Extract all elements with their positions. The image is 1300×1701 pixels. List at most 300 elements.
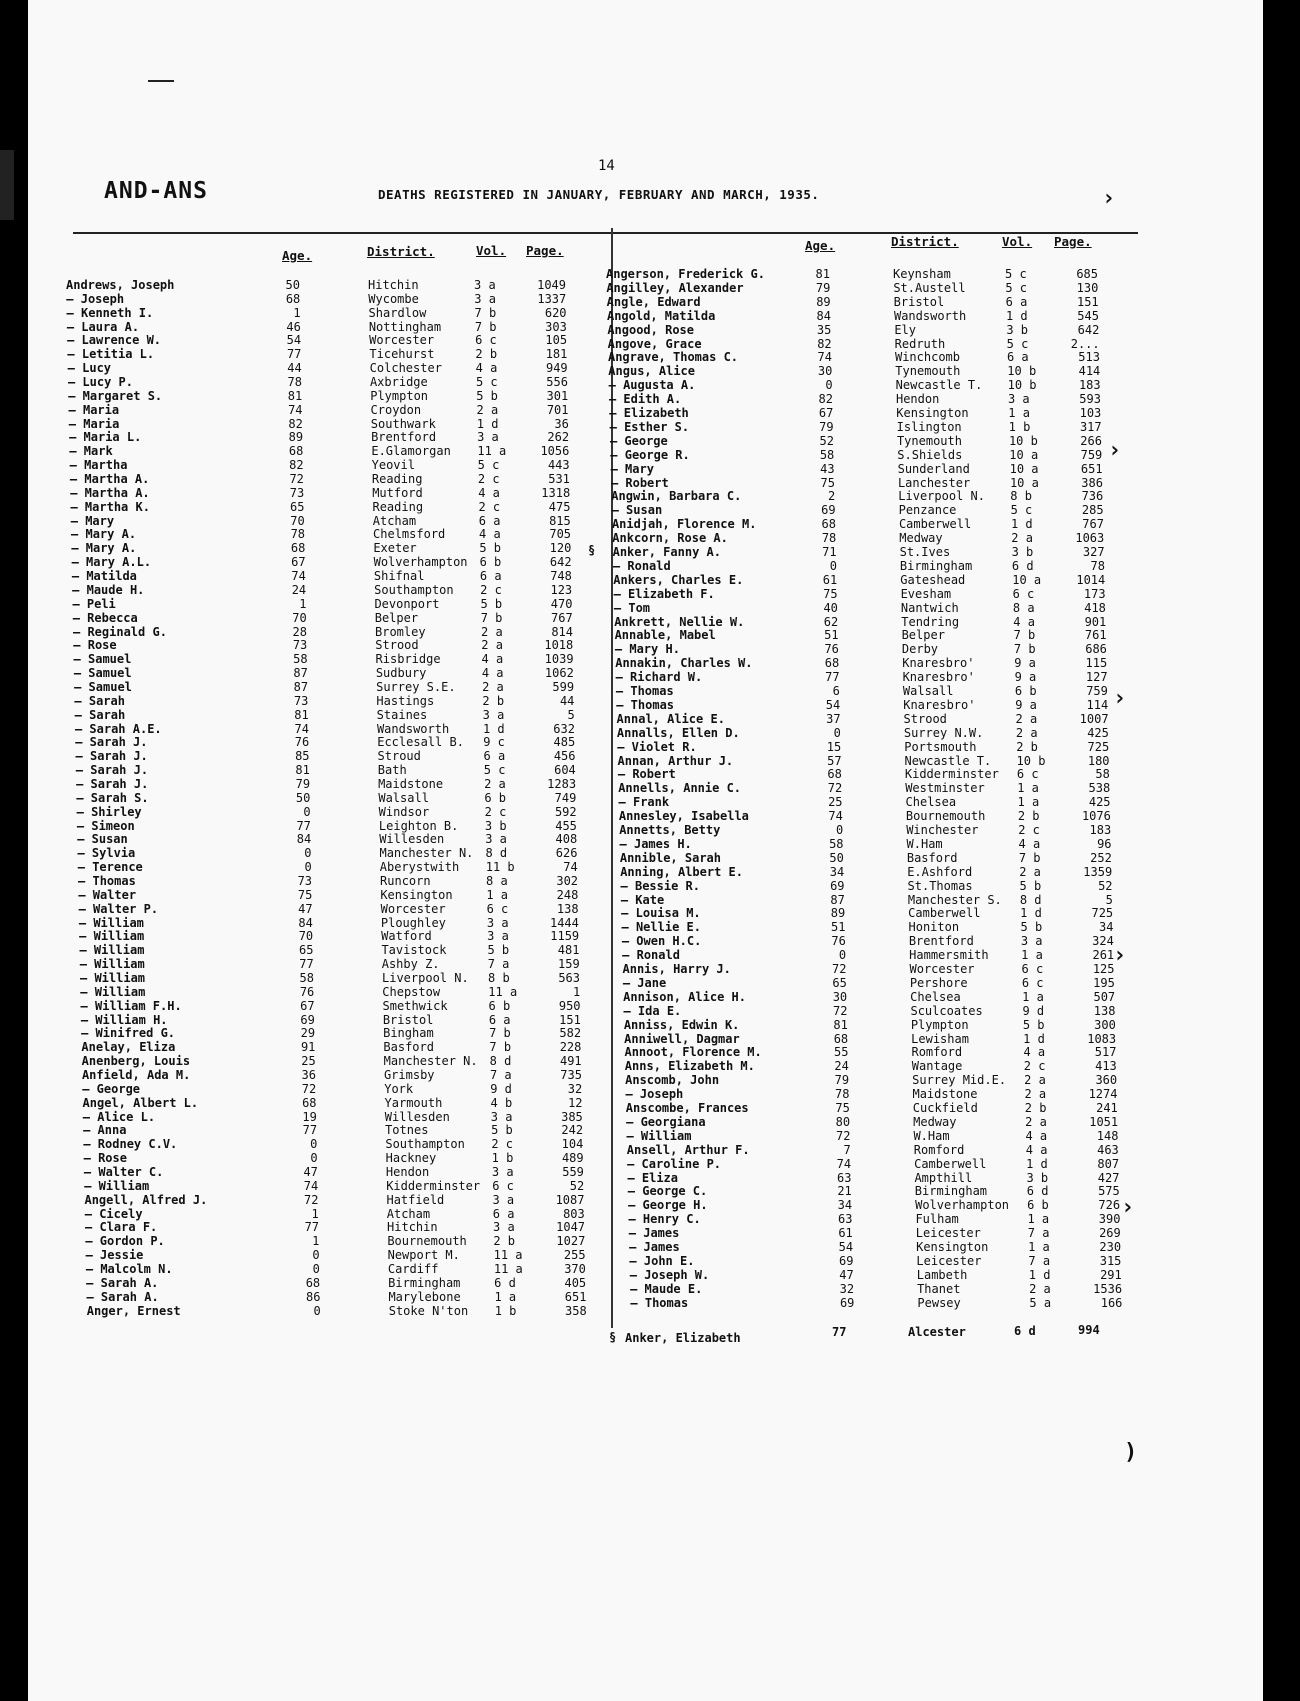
entry-page: 455: [555, 818, 577, 833]
entry-district: Reading: [372, 499, 424, 514]
entry-page: 262: [547, 430, 570, 445]
entry-name: — Lucy: [67, 361, 112, 376]
entry-name: — Mary A.: [71, 527, 137, 542]
entry-age: 71: [822, 545, 837, 559]
entry-page: 74: [563, 860, 578, 875]
entry-vol: 3 a: [482, 707, 505, 722]
entry-vol: 1 a: [1017, 781, 1039, 796]
entry-vol: 6 c: [486, 901, 509, 916]
entry-page: 5: [1105, 892, 1113, 907]
entry-vol: 5 b: [1022, 1017, 1045, 1032]
entry-page: 2...: [1070, 336, 1100, 351]
entry-vol: 7 a: [1028, 1253, 1051, 1268]
entry-page: 425: [1087, 725, 1109, 740]
entry-age: 0: [829, 558, 837, 573]
entry-vol: 11 a: [493, 1248, 523, 1263]
entry-name: — Cicely: [84, 1206, 143, 1221]
entry-name: Ankers, Charles E.: [613, 572, 744, 587]
entry-page: 1047: [556, 1220, 586, 1235]
entry-page: 749: [554, 790, 577, 805]
entry-district: Kensington: [896, 406, 969, 420]
entry-name: Anns, Elizabeth M.: [624, 1059, 755, 1074]
entry-district: Camberwell: [898, 517, 972, 532]
entry-vol: 2 c: [478, 499, 501, 514]
entry-name: Annable, Mabel: [614, 628, 716, 643]
entry-page: 736: [1081, 489, 1104, 504]
entry-name: Anelay, Eliza: [81, 1040, 176, 1055]
entry-vol: 1 a: [1027, 1212, 1050, 1227]
entry-name: — Jane: [622, 975, 667, 990]
entry-district: Cardiff: [387, 1262, 439, 1277]
entry-district: Hitchin: [387, 1220, 438, 1235]
entry-vol: 4 a: [1013, 614, 1035, 629]
entry-age: 25: [301, 1054, 316, 1069]
entry-vol: 2 a: [1015, 711, 1038, 726]
entry-vol: 1 d: [1020, 906, 1042, 921]
entry-page: 166: [1100, 1295, 1123, 1310]
entry-district: Exeter: [373, 541, 417, 556]
entry-page: 228: [559, 1040, 582, 1055]
entry-district: Wolverhampton: [373, 555, 468, 570]
index-range-code: AND-ANS: [104, 178, 208, 204]
entry-vol: 5 a: [1029, 1295, 1052, 1310]
entry-age: 80: [835, 1114, 851, 1129]
entry-vol: 2 a: [1015, 725, 1038, 740]
entry-district: Lambeth: [916, 1267, 968, 1282]
entry-age: 74: [294, 721, 309, 736]
entry-name: — Laura A.: [66, 319, 140, 334]
entry-page: 531: [548, 472, 570, 487]
entry-name: — Susan: [611, 503, 663, 518]
entry-district: Medway: [913, 1114, 957, 1129]
entry-page: 285: [1081, 503, 1104, 518]
entry-district: Surrey Mid.E.: [912, 1073, 1007, 1088]
entry-district: Manchester N.: [383, 1054, 478, 1069]
entry-age: 86: [305, 1289, 321, 1304]
entry-age: 77: [296, 818, 311, 833]
entry-name: — Sarah: [74, 693, 125, 708]
entry-age: 76: [299, 984, 315, 999]
entry-district: Tavistock: [381, 943, 447, 958]
entry-vol: 6 c: [492, 1178, 514, 1193]
age-header: Age.: [282, 248, 313, 263]
entry-age: 82: [817, 336, 832, 351]
entry-page: 302: [556, 873, 579, 888]
entry-age: 47: [303, 1165, 318, 1180]
entry-vol: 3 a: [1007, 392, 1030, 407]
entry-vol: 2 a: [476, 402, 499, 417]
entry-district: Mutford: [372, 485, 423, 500]
entry-page: 491: [559, 1054, 582, 1069]
entry-age: 81: [295, 763, 310, 778]
entry-page: 443: [547, 458, 570, 473]
entry-name: — Maria L.: [69, 430, 142, 445]
entry-page: 151: [559, 1012, 581, 1027]
entry-page: 456: [553, 749, 576, 764]
entry-district: Hitchin: [368, 278, 419, 292]
entry-page: 620: [544, 305, 567, 320]
entry-age: 30: [817, 364, 833, 379]
entry-page: 1274: [1088, 1087, 1118, 1102]
entry-name: Angus, Alice: [608, 364, 695, 379]
entry-age: 15: [826, 739, 842, 754]
entry-age: 87: [293, 679, 309, 694]
entry-page: 592: [554, 804, 577, 819]
entry-district: Shifnal: [373, 569, 425, 584]
entry-vol: 4 a: [479, 527, 501, 542]
entry-district: Belper: [374, 610, 419, 625]
entry-age: 89: [816, 294, 831, 309]
entry-age: 21: [837, 1184, 852, 1199]
entry-name: Annible, Sarah: [619, 850, 722, 865]
entry-vol: 3 a: [474, 278, 496, 292]
entry-vol: 6 d: [1026, 1184, 1049, 1199]
entry-page: 32: [567, 1081, 583, 1096]
entry-name: Annetts, Betty: [619, 823, 721, 837]
entry-age: 77: [286, 347, 302, 362]
entry-age: 70: [298, 929, 314, 944]
entry-name: — Henry C.: [628, 1212, 701, 1227]
entry-district: Manchester N.: [379, 846, 474, 861]
entry-vol: 6 d: [494, 1275, 516, 1290]
entry-vol: 10 a: [1012, 572, 1042, 587]
entry-age: 34: [837, 1198, 853, 1213]
entry-name: — Samuel: [73, 666, 132, 681]
entry-page: 1359: [1083, 864, 1113, 879]
entry-district: Newcastle T.: [904, 753, 992, 768]
entry-age: 67: [818, 406, 834, 420]
entry-name: Annison, Alice H.: [623, 989, 746, 1004]
entry-name: — Malcolm N.: [85, 1262, 173, 1277]
entry-district: St.Ives: [899, 545, 951, 559]
entry-district: Croydon: [370, 402, 422, 417]
entry-name: — Thomas: [616, 697, 675, 712]
entry-page: 183: [1078, 378, 1101, 393]
entry-age: 74: [303, 1178, 319, 1193]
entry-name: Angel, Albert L.: [82, 1095, 199, 1110]
entry-name: Anidjah, Florence M.: [611, 517, 757, 532]
entry-vol: 10 a: [1009, 461, 1039, 476]
entry-name: — William: [84, 1178, 150, 1193]
entry-vol: 1 d: [1005, 308, 1028, 323]
entry-page: 642: [549, 555, 572, 570]
entry-vol: 6 a: [479, 569, 502, 584]
entry-name: Angove, Grace: [607, 336, 702, 351]
entry-age: 75: [297, 887, 313, 902]
entry-vol: 7 b: [474, 305, 497, 320]
entry-age: 68: [290, 541, 306, 556]
entry-district: Maidstone: [378, 776, 444, 791]
entry-name: Annesley, Isabella: [618, 809, 749, 824]
entry-name: — James: [629, 1240, 680, 1254]
entry-age: 79: [819, 419, 834, 434]
entry-name: — Sarah J.: [76, 776, 149, 791]
entry-name: — Samuel: [74, 679, 132, 694]
entry-district: Nantwich: [900, 600, 959, 615]
entry-district: Liverpool N.: [382, 971, 469, 985]
entry-age: 68: [821, 517, 836, 532]
entry-district: Pewsey: [917, 1295, 961, 1310]
entry-district: Bromley: [375, 624, 426, 639]
footnote-name: Anker, Elizabeth: [625, 1331, 741, 1345]
entry-name: — Joseph: [625, 1087, 684, 1102]
entry-district: Grimsby: [383, 1068, 435, 1083]
entry-page: 173: [1083, 586, 1106, 601]
entry-vol: 6 b: [484, 790, 507, 805]
entry-vol: 9 d: [1022, 1003, 1045, 1018]
entry-district: Newport M.: [387, 1248, 460, 1263]
entry-name: — Edith A.: [608, 392, 682, 407]
entry-page: 767: [1082, 517, 1104, 532]
entry-age: 82: [818, 392, 833, 407]
entry-vol: 6 c: [1021, 962, 1044, 976]
entry-vol: 6 c: [1012, 586, 1035, 601]
entry-district: Tynemouth: [895, 364, 961, 379]
entry-vol: 3 a: [487, 929, 509, 944]
entry-district: Staines: [376, 707, 428, 722]
entry-age: 68: [285, 291, 301, 306]
entry-vol: 2 a: [481, 624, 503, 639]
entry-name: — Rose: [73, 638, 117, 653]
entry-name: — Terence: [77, 860, 143, 875]
entry-page: 705: [549, 527, 572, 542]
entry-district: Romford: [913, 1142, 965, 1157]
entry-page: 269: [1099, 1226, 1121, 1241]
entry-age: 0: [312, 1262, 320, 1277]
entry-page: 575: [1098, 1184, 1120, 1199]
vol-header: Vol.: [476, 243, 507, 258]
entry-vol: 10 a: [1009, 475, 1039, 490]
entry-vol: 3 a: [485, 832, 507, 847]
entry-page: 120: [549, 541, 572, 556]
entry-district: Nottingham: [368, 319, 442, 334]
entry-vol: 1 a: [1021, 948, 1043, 963]
entry-name: Annells, Annie C.: [618, 781, 742, 796]
entry-district: Hatfield: [386, 1192, 445, 1207]
entry-page: 183: [1089, 823, 1112, 837]
entry-name: — Sarah J.: [75, 763, 149, 778]
entry-district: Brentford: [908, 934, 974, 949]
entry-age: 1: [299, 596, 307, 611]
binding-mark: ›: [1121, 1195, 1135, 1220]
entry-age: 89: [288, 430, 304, 445]
entry-vol: 5 c: [1005, 280, 1028, 295]
entry-age: 29: [300, 1026, 316, 1041]
entry-page: 114: [1086, 697, 1109, 712]
entry-age: 84: [816, 308, 831, 323]
entry-vol: 1 b: [1008, 419, 1031, 434]
entry-page: 408: [555, 832, 578, 847]
entry-name: — Mary A.L.: [71, 555, 152, 570]
entry-vol: 10 b: [1007, 378, 1037, 393]
entry-vol: 3 a: [492, 1192, 515, 1207]
register-page: [28, 0, 1263, 1701]
entry-name: — Reginald G.: [73, 624, 167, 639]
entry-name: — Thomas: [78, 873, 136, 888]
entry-district: Kensington: [916, 1240, 989, 1254]
entry-vol: 3 a: [474, 291, 496, 306]
entry-district: Keynsham: [893, 267, 951, 281]
entry-vol: 7 b: [480, 610, 503, 625]
entry-district: Ashby Z.: [381, 957, 440, 972]
entry-page: 370: [564, 1262, 586, 1277]
entry-district: Axbridge: [369, 375, 428, 390]
entry-name: — William: [78, 915, 144, 930]
entry-vol: 10 b: [1016, 753, 1046, 768]
entry-age: 82: [289, 458, 304, 473]
entry-name: — Lawrence W.: [67, 333, 162, 348]
entry-name: — Thomas: [615, 684, 674, 698]
entry-district: Bristol: [382, 1012, 434, 1027]
entry-name: — Eliza: [627, 1170, 679, 1185]
entry-vol: 1 d: [482, 721, 505, 736]
entry-page: 556: [546, 375, 568, 390]
entry-name: — William: [79, 943, 145, 958]
entry-age: 73: [297, 873, 313, 888]
entry-page: 807: [1097, 1156, 1120, 1171]
entry-page: 1049: [537, 278, 566, 292]
entry-vol: 6 b: [479, 555, 502, 570]
entry-vol: 7 b: [474, 319, 497, 334]
entry-district: Smethwick: [382, 998, 448, 1013]
entry-vol: 1 d: [476, 416, 499, 431]
entry-name: — Louisa M.: [621, 906, 701, 921]
entry-age: 74: [291, 569, 306, 584]
entry-vol: 3 a: [1020, 934, 1043, 949]
entry-vol: 3 b: [484, 818, 507, 833]
entry-vol: 1 a: [1008, 406, 1030, 420]
entry-page: 1: [573, 984, 581, 999]
entry-name: Annoot, Florence M.: [624, 1045, 762, 1060]
entry-name: — Joseph: [66, 291, 125, 306]
entry-age: 54: [838, 1240, 854, 1254]
entry-page: 559: [562, 1165, 584, 1180]
entry-name: Anker, Fanny A.: [612, 545, 721, 559]
entry-vol: 5 c: [1010, 503, 1033, 518]
entry-district: Liverpool N.: [898, 489, 985, 504]
entry-page: 463: [1097, 1142, 1119, 1157]
entry-name: — Walter: [78, 887, 137, 902]
entry-district: Yarmouth: [384, 1095, 443, 1110]
entry-name: — Esther S.: [609, 419, 690, 434]
entry-vol: 7 a: [487, 957, 510, 972]
entry-district: Bournemouth: [387, 1234, 467, 1249]
district-header: District.: [891, 234, 959, 249]
entry-age: 82: [288, 416, 303, 431]
entry-page: 266: [1080, 433, 1102, 448]
entry-page: 414: [1078, 364, 1101, 379]
entry-vol: 6 b: [1027, 1198, 1049, 1213]
entry-age: 79: [815, 280, 831, 295]
entry-age: 72: [301, 1081, 317, 1096]
entry-age: 78: [287, 375, 302, 390]
entry-vol: 2 a: [1025, 1114, 1047, 1129]
entry-name: — Robert: [610, 475, 669, 490]
entry-age: 81: [287, 388, 303, 403]
entry-district: Yeovil: [371, 458, 415, 473]
entry-name: — Mary: [70, 513, 115, 528]
entry-name: Annakin, Charles W.: [615, 656, 753, 671]
entry-district: Strood: [375, 638, 419, 653]
entry-page: 315: [1099, 1253, 1122, 1268]
entry-age: 74: [828, 809, 843, 824]
entry-district: Knaresbro': [902, 656, 975, 671]
entry-name: — Maude H.: [72, 582, 145, 597]
entry-district: Westminster: [905, 781, 985, 796]
entry-page: 138: [1093, 1003, 1116, 1018]
entry-vol: 7 a: [489, 1068, 512, 1083]
entry-page: 390: [1098, 1212, 1121, 1227]
entry-district: Windsor: [378, 804, 430, 819]
entry-name: — William: [80, 984, 146, 999]
entry-district: Bournemouth: [905, 809, 986, 824]
entry-district: Southampton: [374, 582, 454, 597]
entry-page: 1159: [550, 929, 580, 944]
entry-vol: 1 a: [494, 1289, 517, 1304]
entry-district: Maidstone: [912, 1087, 978, 1102]
entry-vol: 11 b: [485, 860, 515, 875]
entry-page: 230: [1099, 1240, 1122, 1254]
entry-age: 24: [291, 582, 307, 597]
entry-vol: 2 c: [484, 804, 507, 819]
entry-page: 1051: [1089, 1114, 1119, 1129]
entry-district: Derby: [901, 642, 939, 657]
entry-district: Reading: [371, 472, 423, 487]
entry-name: Ansell, Arthur F.: [626, 1142, 750, 1157]
entry-page: 814: [551, 624, 573, 639]
entry-district: Wantage: [911, 1059, 963, 1074]
entry-vol: 7 b: [489, 1040, 512, 1055]
entry-district: Redruth: [894, 336, 946, 351]
entry-vol: 2 b: [1017, 809, 1040, 824]
entry-vol: 2 a: [482, 679, 504, 694]
entry-vol: 7 a: [1027, 1226, 1050, 1241]
entry-name: — Rose: [83, 1151, 127, 1166]
entry-district: Thanet: [917, 1281, 961, 1296]
entry-age: 36: [301, 1068, 316, 1083]
entry-age: 32: [839, 1281, 855, 1296]
entry-age: 0: [838, 948, 847, 963]
entry-age: 58: [829, 836, 844, 851]
entry-district: Gateshead: [900, 572, 966, 587]
entry-name: — John E.: [629, 1253, 695, 1268]
entry-vol: 8 d: [1019, 892, 1042, 907]
entry-district: Leighton B.: [378, 818, 459, 833]
entry-district: Stroud: [377, 749, 421, 764]
entry-name: — Simeon: [76, 818, 135, 833]
entry-page: 300: [1094, 1017, 1116, 1032]
entry-page: 1027: [556, 1234, 586, 1249]
entry-district: Basford: [383, 1040, 434, 1055]
entry-vol: 4 a: [1025, 1142, 1048, 1157]
entry-name: — Ronald: [612, 558, 671, 573]
entry-name: — George: [609, 433, 668, 448]
entry-name: — Mary H.: [614, 642, 680, 657]
entry-district: Knaresbro': [902, 670, 975, 685]
entry-age: 0: [303, 804, 311, 819]
entry-vol: 7 b: [1013, 642, 1036, 657]
entry-vol: 10 b: [1007, 364, 1037, 379]
entry-district: Chelsea: [905, 795, 957, 810]
entry-name: — Letitia L.: [67, 347, 155, 362]
footnote-age: 77: [832, 1325, 847, 1339]
entry-vol: 5 b: [491, 1123, 513, 1138]
entry-district: Willesden: [379, 832, 445, 847]
entry-vol: 8 b: [488, 971, 510, 985]
entry-district: Wolverhampton: [915, 1198, 1010, 1213]
entry-age: 69: [830, 878, 845, 893]
entry-vol: 6 b: [1014, 684, 1037, 698]
